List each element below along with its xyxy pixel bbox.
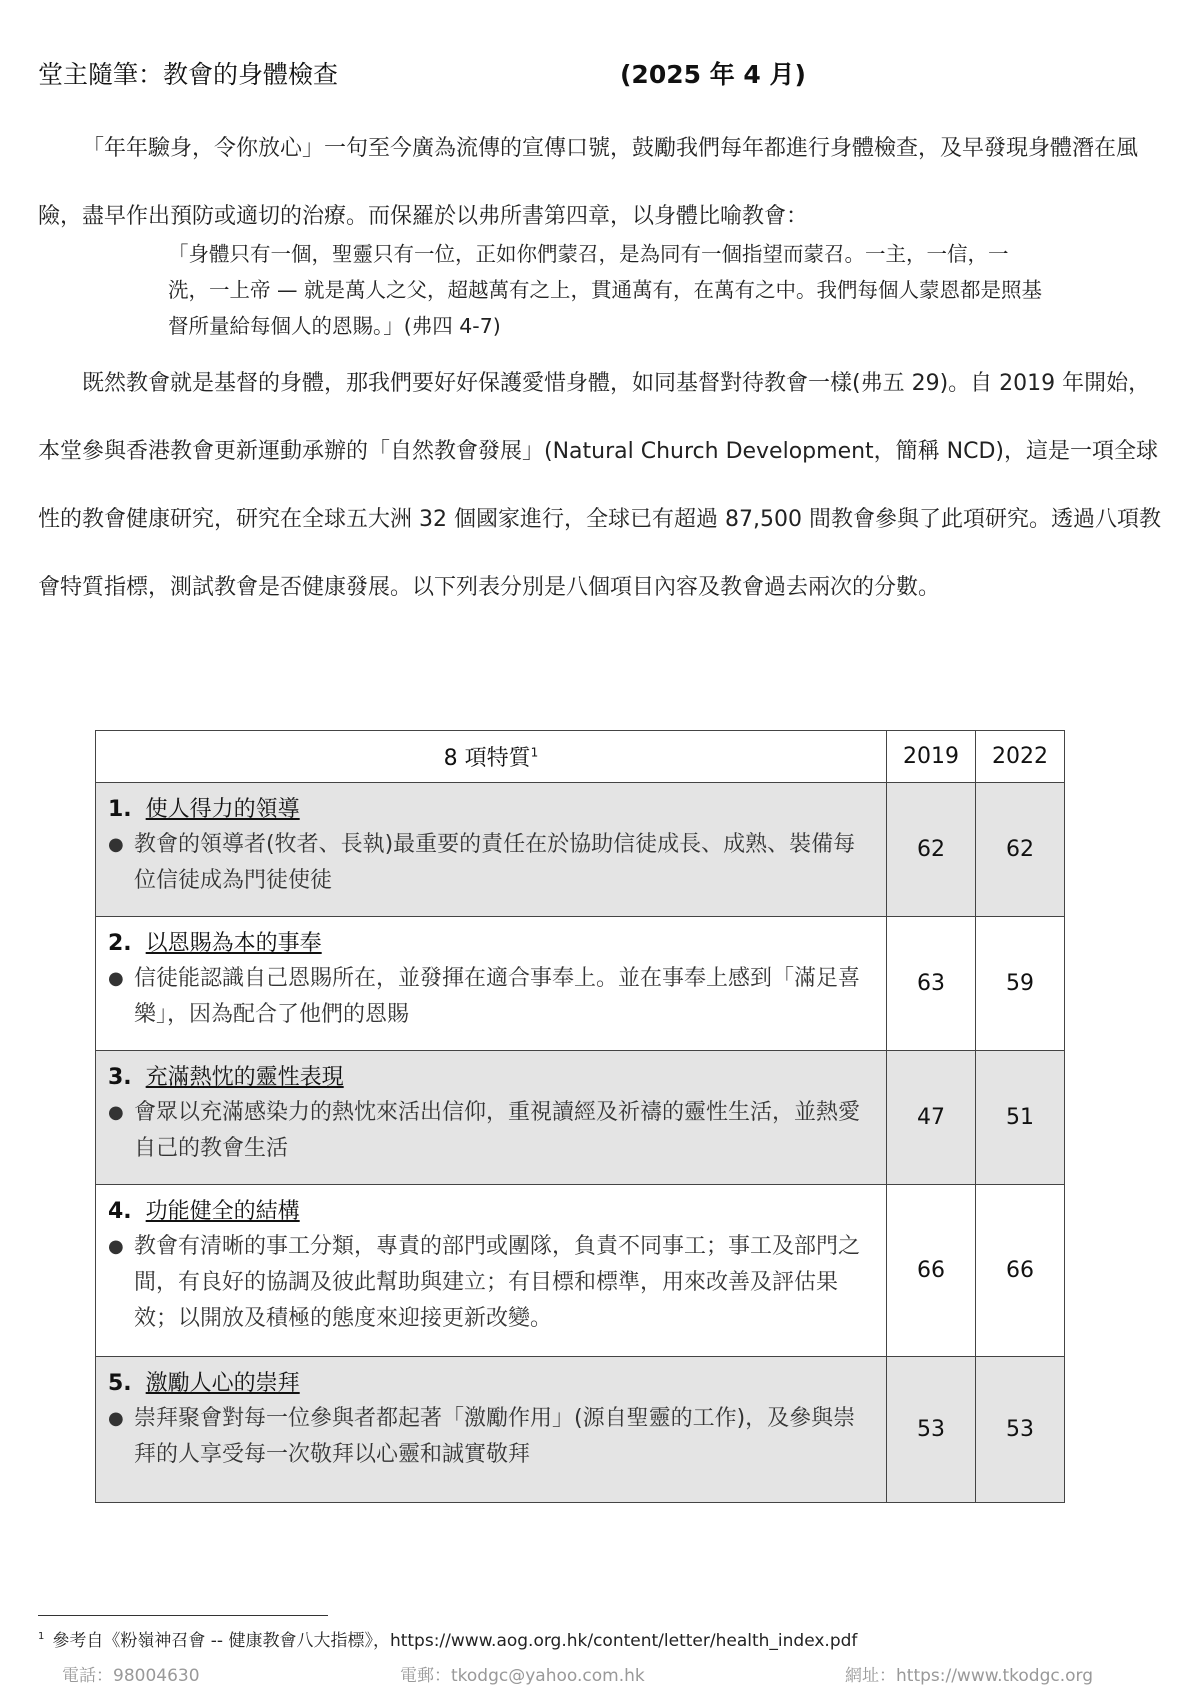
- score-2019: 63: [887, 917, 976, 1051]
- footnote-marker: 1: [38, 1631, 45, 1643]
- paragraph-ncd: 既然教會就是基督的身體，那我們要好好保護愛惜身體，如同基督對待教會一樣(弗五 29)。自 2019 年開始，本堂參與香港教會更新運動承辦的「自然教會發展」(Natural Church Development，簡稱 NCD)，這是一項全球性的教會健康研究，研究在全球五大洲 32 個國家進行，全球已有超過 87,500 間教會參與了此項研究。透過八項教會特質指標，測試教會是否健康發展。以下列表分別是八個項目內容及教會過去兩次的分數。: [38, 371, 1161, 600]
- trait-description: 教會的領導者(牧者、長執)最重要的責任在於協助信徒成長、成熟、裝備每位信徒成為門徒使徒: [134, 832, 856, 893]
- score-2022: 59: [976, 917, 1065, 1051]
- page-title: 堂主隨筆：教會的身體檢查: [38, 60, 339, 89]
- contact-phone: 電話：98004630: [62, 1666, 200, 1686]
- header-2022: 2022: [976, 731, 1065, 783]
- traits-table: [95, 730, 1065, 1503]
- trait-number: 5.: [108, 1371, 132, 1396]
- score-2022: 51: [976, 1051, 1065, 1185]
- trait-cell: [96, 1185, 887, 1357]
- trait-number: 2.: [108, 931, 132, 956]
- score-2019: 47: [887, 1051, 976, 1185]
- trait-name: 充滿熱忱的靈性表現: [145, 1065, 344, 1090]
- trait-name: 激勵人心的崇拜: [145, 1371, 300, 1396]
- contact-website: 網址：https://www.tkodgc.org: [845, 1666, 1094, 1686]
- table-row: [96, 783, 1065, 917]
- trait-description: 教會有清晰的事工分類，專責的部門或團隊，負責不同事工；事工及部門之間，有良好的協調及彼此幫助與建立；有目標和標準，用來改善及評估果效；以開放及積極的態度來迎接更新改變。: [134, 1234, 861, 1331]
- bullet-icon: ●: [108, 1102, 124, 1123]
- footnote-ref: 1: [530, 745, 539, 760]
- footnote-text: 參考自《粉嶺神召會 -- 健康教會八大指標》，https://www.aog.org.hk/content/letter/health_index.pdf: [52, 1631, 858, 1651]
- bullet-icon: ●: [108, 968, 124, 989]
- footnote-divider: [38, 1615, 328, 1616]
- trait-number: 4.: [108, 1199, 132, 1224]
- contact-email: 電郵：tkodgc@yahoo.com.hk: [400, 1666, 645, 1686]
- table-row: [96, 1051, 1065, 1185]
- score-2019: 66: [887, 1185, 976, 1357]
- trait-cell: [96, 1051, 887, 1185]
- trait-cell: [96, 783, 887, 917]
- header-traits: [96, 731, 887, 783]
- score-2019: 53: [887, 1357, 976, 1503]
- table-row: [96, 917, 1065, 1051]
- score-2019: 62: [887, 783, 976, 917]
- scripture-quote: 「身體只有一個，聖靈只有一位，正如你們蒙召，是為同有一個指望而蒙召。一主，一信，一洗，一上帝 — 就是萬人之父，超越萬有之上，貫通萬有，在萬有之中。我們每個人蒙恩都是照基督所量給每個人的恩賜。」(弗四 4-7): [168, 242, 1043, 338]
- table-header-row: [96, 731, 1065, 783]
- table-row: [96, 1185, 1065, 1357]
- bullet-icon: ●: [108, 834, 124, 855]
- score-2022: 66: [976, 1185, 1065, 1357]
- trait-number: 3.: [108, 1065, 132, 1090]
- table-row: [96, 1357, 1065, 1503]
- footnote: [38, 1626, 857, 1651]
- trait-number: 1.: [108, 797, 132, 822]
- trait-name: 使人得力的領導: [145, 797, 300, 822]
- page-date: (2025 年 4 月): [620, 60, 806, 89]
- trait-cell: [96, 1357, 887, 1503]
- header-traits-label: 8 項特質: [443, 746, 531, 771]
- trait-cell: [96, 917, 887, 1051]
- header-2019: 2019: [887, 731, 976, 783]
- trait-description: 會眾以充滿感染力的熱忱來活出信仰，重視讀經及祈禱的靈性生活，並熱愛自己的教會生活: [134, 1100, 861, 1161]
- trait-description: 崇拜聚會對每一位參與者都起著「激勵作用」(源自聖靈的工作)，及參與崇拜的人享受每一次敬拜以心靈和誠實敬拜: [134, 1406, 856, 1467]
- paragraph-intro: 「年年驗身，令你放心」一句至今廣為流傳的宣傳口號，鼓勵我們每年都進行身體檢查，及早發現身體潛在風險，盡早作出預防或適切的治療。而保羅於以弗所書第四章，以身體比喻教會：: [38, 136, 1139, 229]
- trait-description: 信徒能認識自己恩賜所在，並發揮在適合事奉上。並在事奉上感到「滿足喜樂」，因為配合了他們的恩賜: [134, 966, 861, 1027]
- trait-name: 功能健全的結構: [145, 1199, 300, 1224]
- score-2022: 53: [976, 1357, 1065, 1503]
- bullet-icon: ●: [108, 1408, 124, 1429]
- trait-name: 以恩賜為本的事奉: [145, 931, 322, 956]
- bullet-icon: ●: [108, 1236, 124, 1257]
- score-2022: 62: [976, 783, 1065, 917]
